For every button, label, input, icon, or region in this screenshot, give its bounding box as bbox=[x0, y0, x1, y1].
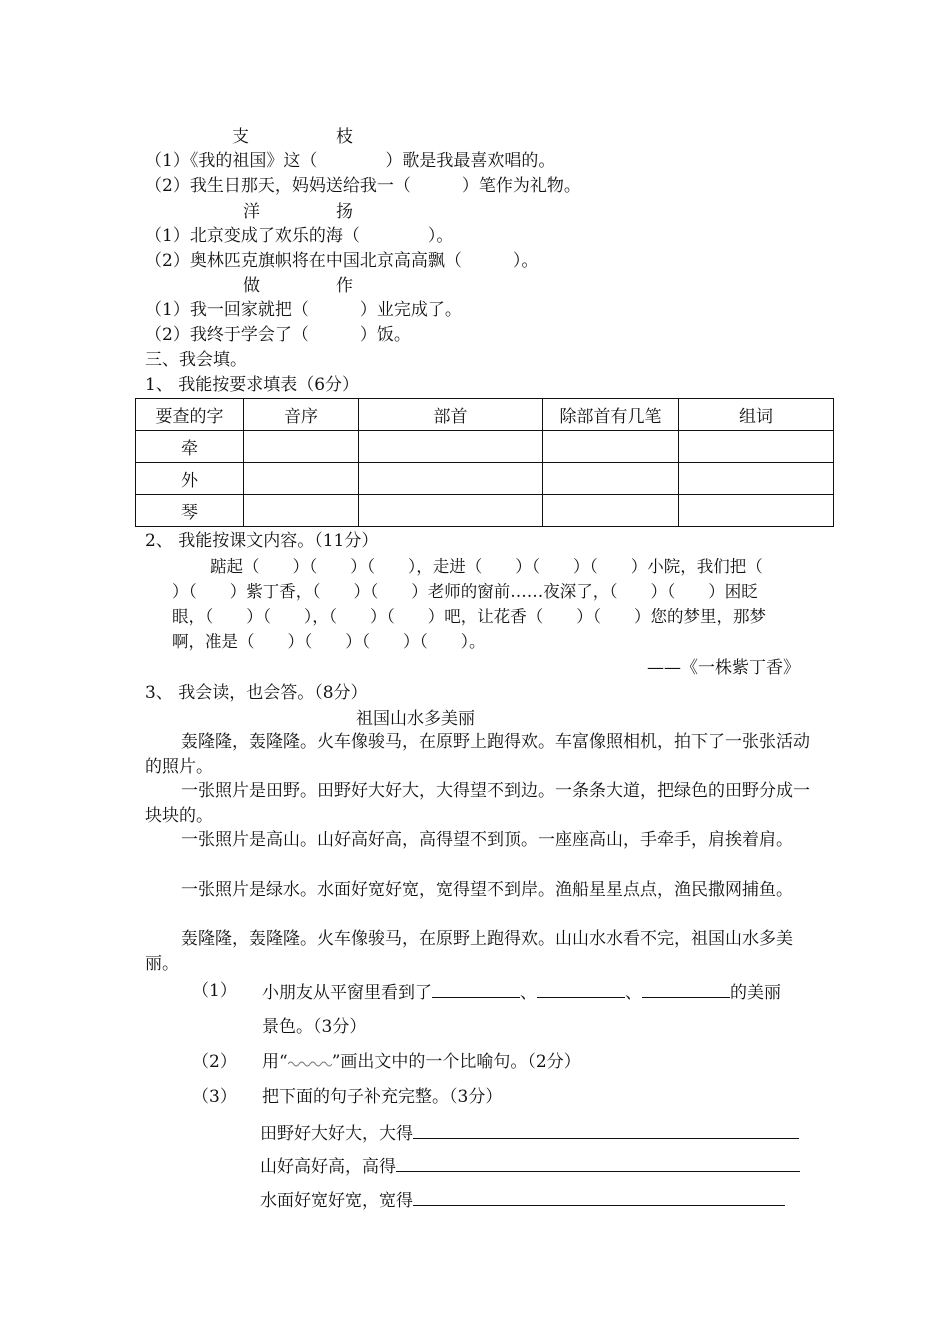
q1-title: 1、 我能按要求填表（6分） bbox=[145, 375, 360, 395]
subq3-num: （3） bbox=[192, 1087, 237, 1107]
table-header-row bbox=[136, 399, 834, 431]
char-pair-2-a: 洋 bbox=[243, 202, 260, 222]
passage-paragraph-2: 一张照片是田野。田野好大好大，大得望不到边。一条条大道，把绿色的田野分成一块块的。 bbox=[145, 781, 810, 826]
lookup-table bbox=[135, 398, 834, 527]
fill-line-2 bbox=[260, 1153, 800, 1179]
table-cell-blank[interactable] bbox=[359, 431, 543, 463]
table-header: 除部首有几笔 bbox=[543, 399, 679, 431]
q2-source: ——《一株紫丁香》 bbox=[647, 658, 800, 678]
group3-item1: （1）我一回家就把（ ）业完成了。 bbox=[145, 300, 462, 320]
fill-line-3 bbox=[260, 1187, 785, 1213]
passage-paragraph-4: 一张照片是绿水。水面好宽好宽，宽得望不到岸。渔船星星点点，渔民撒网捕鱼。 bbox=[181, 880, 793, 900]
table-row bbox=[136, 431, 834, 463]
fill-label: 山好高好高，高得 bbox=[260, 1157, 396, 1177]
passage-paragraph-5: 轰隆隆，轰隆隆。火车像骏马，在原野上跑得欢。山山水水看不完，祖国山水多美丽。 bbox=[145, 929, 793, 974]
table-cell-blank[interactable] bbox=[244, 495, 359, 527]
subq2-line bbox=[262, 1050, 581, 1074]
table-row bbox=[136, 495, 834, 527]
table-cell-blank[interactable] bbox=[244, 431, 359, 463]
wavy-underline-icon bbox=[288, 1058, 332, 1068]
q2-line-3: 眼，（ ）（ ），（ ）（ ）吧，让花香（ ）（ ）您的梦里，那梦 bbox=[172, 607, 766, 626]
subq1-text-c: 景色。（3分） bbox=[262, 1017, 367, 1037]
char-pair-3-a: 做 bbox=[243, 276, 260, 296]
subq1-blank-2[interactable] bbox=[537, 979, 625, 998]
fill-blank[interactable] bbox=[413, 1187, 785, 1206]
subq1-blank-1[interactable] bbox=[432, 979, 520, 998]
fill-label: 田野好大好大，大得 bbox=[260, 1124, 413, 1144]
fill-blank[interactable] bbox=[396, 1153, 800, 1172]
group1-item1: （1）《我的祖国》这（ ）歌是我最喜欢唱的。 bbox=[145, 151, 556, 171]
table-cell-blank[interactable] bbox=[543, 463, 679, 495]
table-cell-blank[interactable] bbox=[543, 495, 679, 527]
char-pair-2-b: 扬 bbox=[336, 202, 353, 222]
subq2-text-a: 用“ bbox=[262, 1052, 288, 1072]
subq1-num: （1） bbox=[192, 981, 237, 1001]
fill-line-1 bbox=[260, 1120, 799, 1146]
table-cell-blank[interactable] bbox=[244, 463, 359, 495]
table-header: 音序 bbox=[244, 399, 359, 431]
subq1-text-b: 的美丽 bbox=[730, 983, 781, 1003]
group3-item2: （2）我终于学会了（ ）饭。 bbox=[145, 325, 411, 345]
table-cell-char: 牵 bbox=[136, 431, 244, 463]
subq1-blank-3[interactable] bbox=[642, 979, 730, 998]
char-pair-3-b: 作 bbox=[336, 276, 353, 296]
table-header: 部首 bbox=[359, 399, 543, 431]
table-cell-blank[interactable] bbox=[359, 463, 543, 495]
subq3-text: 把下面的句子补充完整。（3分） bbox=[262, 1087, 503, 1107]
subq1-sep: 、 bbox=[520, 983, 537, 1003]
char-pair-1-a: 支 bbox=[232, 127, 249, 147]
table-cell-blank[interactable] bbox=[679, 431, 834, 463]
table-cell-blank[interactable] bbox=[679, 463, 834, 495]
table-cell-blank[interactable] bbox=[679, 495, 834, 527]
subq1-sep: 、 bbox=[625, 983, 642, 1003]
q2-title: 2、 我能按课文内容。（11分） bbox=[145, 531, 379, 551]
table-header: 组词 bbox=[679, 399, 834, 431]
table-cell-blank[interactable] bbox=[359, 495, 543, 527]
subq2-text-b: ”画出文中的一个比喻句。（2分） bbox=[331, 1052, 581, 1072]
q2-line-4: 啊，准是（ ）（ ）（ ）（ ）。 bbox=[172, 632, 486, 651]
group1-item2: （2）我生日那天，妈妈送给我一（ ）笔作为礼物。 bbox=[145, 176, 581, 196]
section3-title: 三、我会填。 bbox=[145, 350, 247, 370]
table-row bbox=[136, 463, 834, 495]
table-cell-char: 琴 bbox=[136, 495, 244, 527]
fill-label: 水面好宽好宽，宽得 bbox=[260, 1191, 413, 1211]
table-header: 要查的字 bbox=[136, 399, 244, 431]
q3-title: 3、 我会读，也会答。（8分） bbox=[145, 683, 368, 703]
q2-line-2: ）（ ）紫丁香，（ ）（ ）老师的窗前……夜深了，（ ）（ ）困眨 bbox=[172, 582, 758, 601]
q2-line-1: 踮起（ ）（ ）（ ），走进（ ）（ ）（ ）小院，我们把（ bbox=[210, 557, 763, 576]
subq1-line bbox=[262, 979, 781, 1005]
subq2-num: （2） bbox=[192, 1052, 237, 1072]
group2-item2: （2）奥林匹克旗帜将在中国北京高高飘（ ）。 bbox=[145, 251, 539, 271]
group2-item1: （1）北京变成了欢乐的海（ ）。 bbox=[145, 226, 454, 246]
passage-paragraph-1: 轰隆隆，轰隆隆。火车像骏马，在原野上跑得欢。车富像照相机，拍下了一张张活动的照片。 bbox=[145, 732, 810, 777]
table-cell-char: 外 bbox=[136, 463, 244, 495]
passage-paragraph-3: 一张照片是高山。山好高好高，高得望不到顶。一座座高山，手牵手，肩挨着肩。 bbox=[181, 830, 793, 850]
passage-title: 祖国山水多美丽 bbox=[356, 709, 475, 729]
subq1-text-a: 小朋友从平窗里看到了 bbox=[262, 983, 432, 1003]
char-pair-1-b: 枝 bbox=[336, 127, 353, 147]
fill-blank[interactable] bbox=[413, 1120, 799, 1139]
table-cell-blank[interactable] bbox=[543, 431, 679, 463]
